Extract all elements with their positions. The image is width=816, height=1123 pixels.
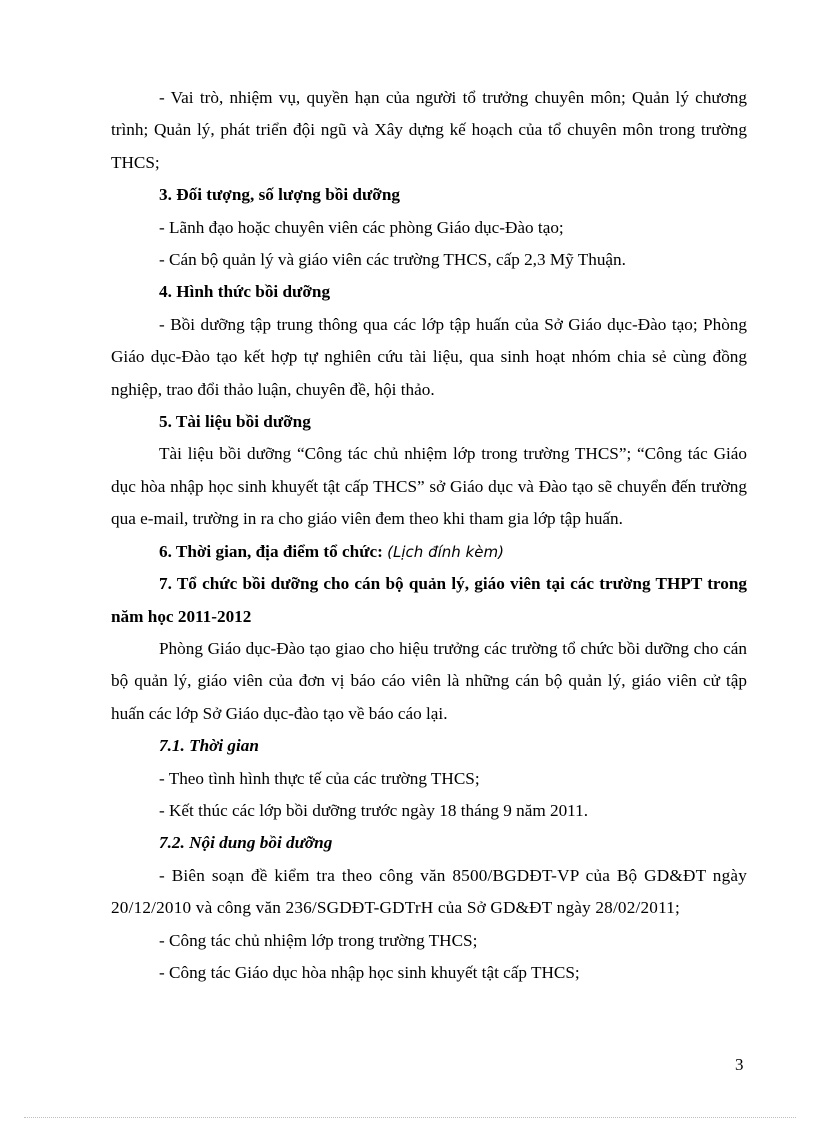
list-item-leaders: - Lãnh đạo hoặc chuyên viên các phòng Giáo dục-Đào tạo; [159, 217, 564, 237]
list-item-homeroom: - Công tác chủ nhiệm lớp trong trường THCS; [159, 930, 478, 950]
paragraph-materials: Tài liệu bồi dưỡng “Công tác chủ nhiệm lớp trong trường THCS”; “Công tác Giáo dục hòa nhập học sinh khuyết tật cấp THCS” sở Giáo dục và Đào tạo sẽ chuyển đến trường qua e-mail, trường in ra cho giáo viên đem theo khi tham gia lớp tập huấn. [111, 444, 747, 529]
paragraph-organization: Phòng Giáo dục-Đào tạo giao cho hiệu trưởng các trường tổ chức bồi dưỡng cho cán bộ quản lý, giáo viên của đơn vị báo cáo viên là những cán bộ quản lý, giáo viên cử tập huấn các lớp Sở Giáo dục-đào tạo về báo cáo lại. [111, 638, 747, 723]
heading-section-4: 4. Hình thức bồi dưỡng [159, 282, 331, 302]
heading-section-7-2: 7.2. Nội dung bồi dưỡng [159, 833, 333, 853]
page-bottom-divider [24, 1117, 796, 1118]
list-item-situation: - Theo tình hình thực tế của các trường THCS; [159, 768, 480, 788]
page-number: 3 [735, 1055, 744, 1074]
paragraph-training-form: - Bồi dưỡng tập trung thông qua các lớp tập huấn của Sở Giáo dục-Đào tạo; Phòng Giáo dục-Đào tạo kết hợp tự nghiên cứu tài liệu, qua sinh hoạt nhóm chia sẻ cùng đồng nghiệp, trao đổi thảo luận, chuyên đề, hội thảo. [111, 314, 747, 399]
heading-section-6: 6. Thời gian, địa điểm tổ chức: [159, 541, 383, 561]
list-item-inclusive: - Công tác Giáo dục hòa nhập học sinh khuyết tật cấp THCS; [159, 962, 580, 982]
list-item-deadline: - Kết thúc các lớp bồi dưỡng trước ngày 18 tháng 9 năm 2011. [159, 800, 589, 820]
list-item-test-design: - Biên soạn đề kiểm tra theo công văn 8500/BGDĐT-VP của Bộ GD&ĐT ngày 20/12/2010 và công văn 236/SGDĐT-GDTrH của Sở GD&ĐT ngày 28/02/2011; [111, 865, 747, 918]
schedule-note: (Lịch đính kèm) [387, 542, 504, 561]
heading-section-6-line [111, 536, 747, 568]
heading-section-7: 7. Tổ chức bồi dưỡng cho cán bộ quản lý, giáo viên tại các trường THPT trong năm học 2011-2012 [111, 574, 747, 626]
heading-section-7-1: 7.1. Thời gian [159, 736, 259, 756]
heading-section-5: 5. Tài liệu bồi dưỡng [159, 412, 311, 432]
heading-section-3: 3. Đối tượng, số lượng bồi dưỡng [159, 185, 400, 205]
list-item-staff: - Cán bộ quản lý và giáo viên các trường THCS, cấp 2,3 Mỹ Thuận. [159, 250, 626, 270]
paragraph-role-duties: - Vai trò, nhiệm vụ, quyền hạn của người tổ trưởng chuyên môn; Quản lý chương trình; Quản lý, phát triển đội ngũ và Xây dựng kế hoạch của tổ chuyên môn trong trường THCS; [111, 88, 747, 172]
document-body [111, 82, 747, 989]
